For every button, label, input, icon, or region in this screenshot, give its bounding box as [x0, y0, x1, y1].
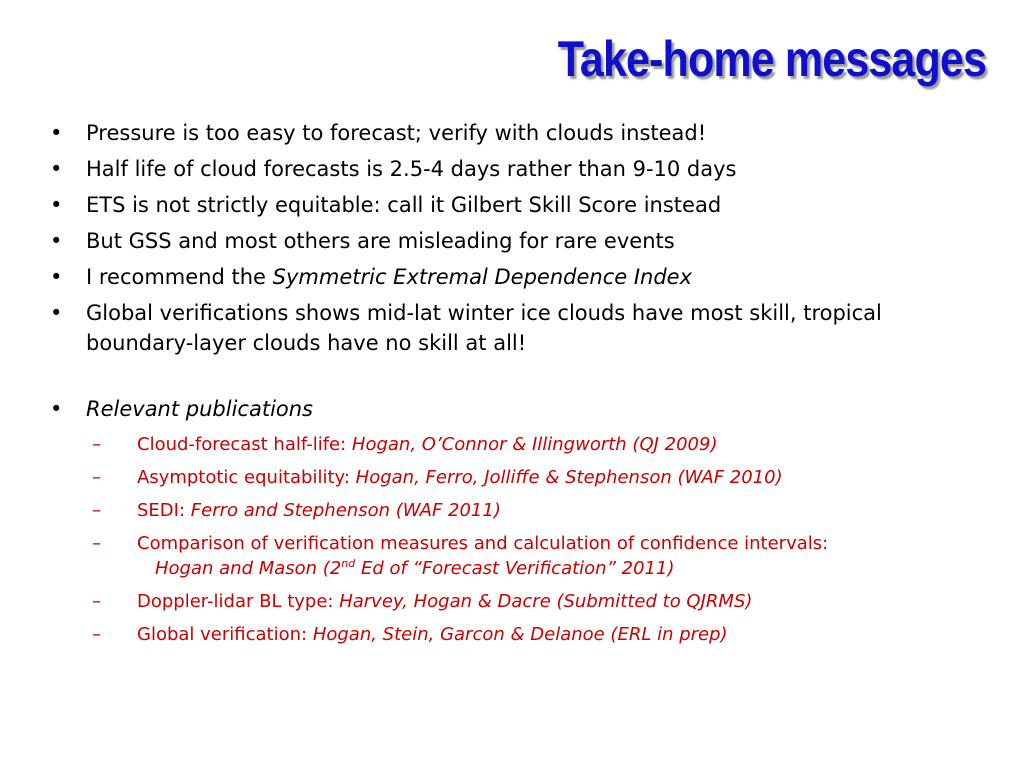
bullet-text: I recommend the: [86, 265, 273, 289]
bullet-text: Half life of cloud forecasts is 2.5-4 days rather than 9-10 days: [86, 157, 737, 181]
bullet-marker: •: [50, 265, 63, 289]
publication-label: Global verification:: [137, 624, 313, 645]
ordinal-suffix: nd: [341, 557, 356, 570]
bullet-item: [48, 154, 988, 184]
slide-title: Take-home messages: [557, 31, 986, 87]
dash-marker: –: [92, 467, 101, 488]
publication-reference: [137, 556, 988, 581]
bullet-list: [48, 118, 988, 655]
list-spacer: [48, 364, 988, 394]
publications-list: [86, 432, 988, 647]
bullet-marker: •: [50, 193, 63, 217]
publication-item: [92, 498, 988, 523]
bullet-item: [48, 298, 988, 358]
publication-label: SEDI:: [137, 500, 191, 521]
publication-reference: Hogan, Ferro, Jolliffe & Stephenson (WAF 2010): [355, 467, 783, 488]
bullet-text: Global verifications shows mid-lat winter ice clouds have most skill, tropical boundary-layer clouds have no skill at all!: [86, 301, 882, 355]
bullet-marker: •: [50, 301, 63, 325]
publication-label: Cloud-forecast half-life:: [137, 434, 352, 455]
bullet-marker: •: [50, 397, 63, 421]
bullet-text: Pressure is too easy to forecast; verify with clouds instead!: [86, 121, 707, 145]
publication-item: [92, 622, 988, 647]
bullet-item: [48, 226, 988, 256]
dash-marker: –: [92, 500, 101, 521]
publication-item: [92, 465, 988, 490]
bullet-text: But GSS and most others are misleading for rare events: [86, 229, 675, 253]
reference-part: Hogan and Mason (2: [155, 558, 342, 579]
bullet-item: [48, 190, 988, 220]
dash-marker: –: [92, 533, 101, 554]
publications-section: [48, 394, 988, 647]
publication-reference: Harvey, Hogan & Dacre (Submitted to QJRMS): [339, 591, 753, 612]
publication-label: Doppler-lidar BL type:: [137, 591, 340, 612]
reference-part: Ed of “Forecast Verification” 2011): [355, 558, 675, 579]
publication-item: [92, 589, 988, 614]
bullet-item: [48, 262, 988, 292]
bullet-item: [48, 118, 988, 148]
bullet-text: ETS is not strictly equitable: call it Gilbert Skill Score instead: [86, 193, 722, 217]
publication-item: [92, 432, 988, 457]
dash-marker: –: [92, 591, 101, 612]
bullet-marker: •: [50, 229, 63, 253]
publication-item: [92, 531, 988, 581]
publication-label: Asymptotic equitability:: [137, 467, 356, 488]
publication-reference: Ferro and Stephenson (WAF 2011): [190, 500, 501, 521]
bullet-emphasis: Symmetric Extremal Dependence Index: [272, 265, 693, 289]
publication-label: Comparison of verification measures and calculation of confidence intervals:: [137, 533, 829, 554]
publication-reference: Hogan, O’Connor & Illingworth (QJ 2009): [351, 434, 718, 455]
bullet-marker: •: [50, 157, 63, 181]
dash-marker: –: [92, 434, 101, 455]
publications-heading: Relevant publications: [86, 397, 314, 421]
publication-reference: Hogan, Stein, Garcon & Delanoe (ERL in prep): [312, 624, 728, 645]
dash-marker: –: [92, 624, 101, 645]
bullet-marker: •: [50, 121, 63, 145]
